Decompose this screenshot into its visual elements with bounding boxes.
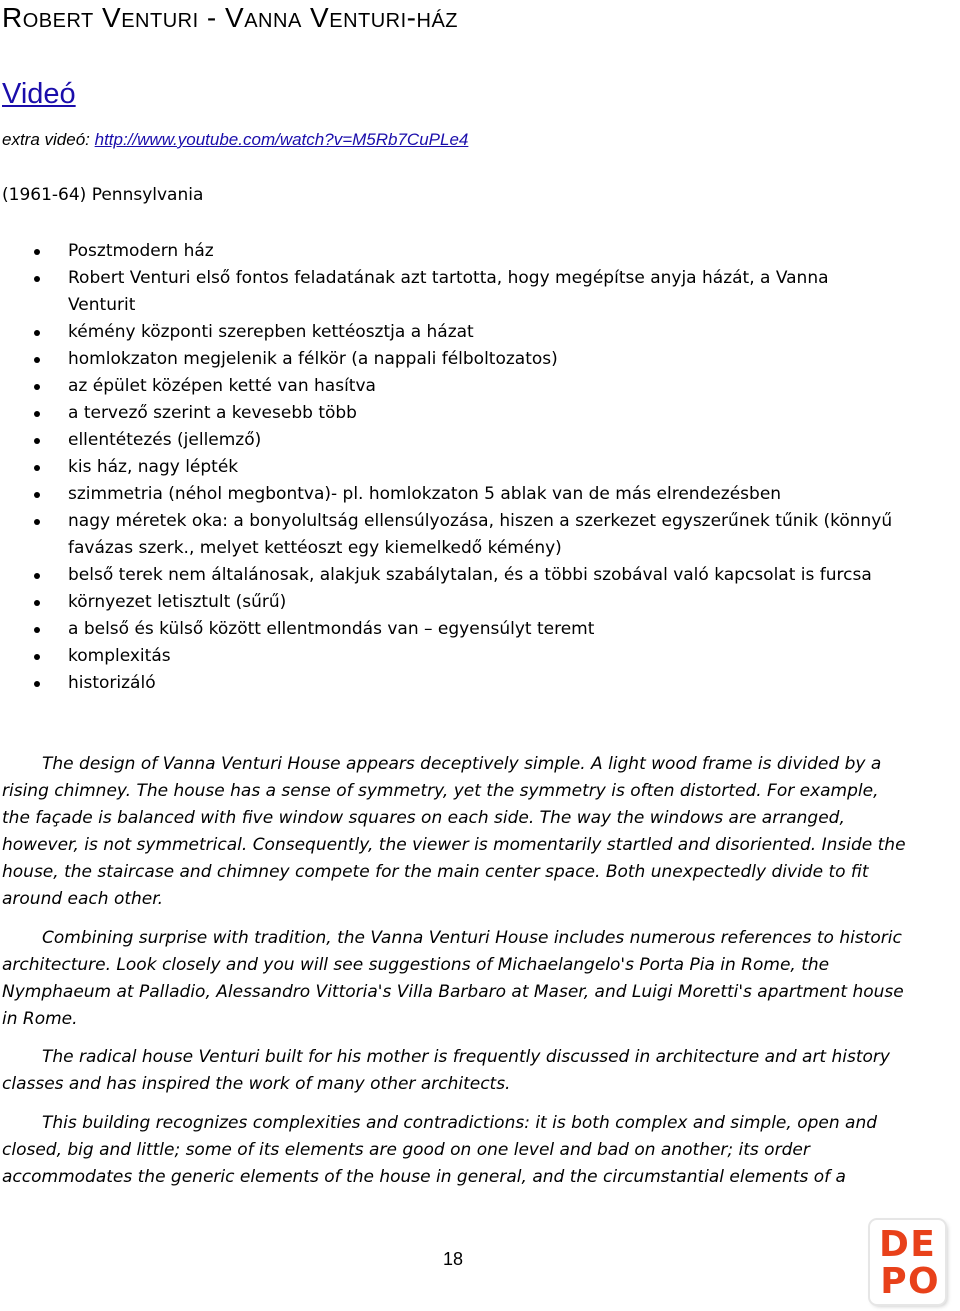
page-title: Robert Venturi - Vanna Venturi-ház	[2, 2, 459, 33]
list-item: kémény központi szerepben kettéosztja a házat	[0, 319, 900, 346]
paragraph-complexities: This building recognizes complexities and contradictions: it is both complex and simple, open and closed, big and little; some of its elements are good on one level and bad on another; its order accommodates the generic elements of the house in general, and the circumstantial elements of a	[2, 1113, 878, 1187]
list-item: kis ház, nagy lépték	[0, 454, 900, 481]
logo-letters	[879, 1226, 937, 1300]
logo-letter: D	[879, 1224, 909, 1265]
paragraph-design: The design of Vanna Venturi House appears deceptively simple. A light wood frame is divided by a rising chimney. The house has a sense of symmetry, yet the symmetry is often distorted. For example, the façade is balanced with five window squares on each side. The way the windows are arranged, however, is not symmetrical. Consequently, the viewer is momentarily startled and disoriented. Inside the house, the staircase and chimney compete for the main center space. Both unexpectedly divide to fit around each other.	[2, 754, 906, 909]
list-item: a belső és külső között ellentmondás van – egyensúlyt teremt	[0, 616, 900, 643]
extra-video-url[interactable]: http://www.youtube.com/watch?v=M5Rb7CuPLe4	[94, 130, 469, 149]
extra-video-label: extra videó:	[2, 130, 90, 149]
list-item: historizáló	[0, 670, 900, 697]
depo-logo	[870, 1220, 945, 1304]
list-item: az épület középen ketté van hasítva	[0, 373, 900, 400]
logo-letter: O	[908, 1261, 939, 1302]
paragraph-influence: The radical house Venturi built for his mother is frequently discussed in architecture and art history classes and has inspired the work of many other architects.	[2, 1047, 890, 1094]
list-item: ellentétezés (jellemző)	[0, 427, 900, 454]
video-link[interactable]: Videó	[2, 78, 76, 110]
list-item: szimmetria (néhol megbontva)- pl. homlokzaton 5 ablak van de más elrendezésben	[0, 481, 900, 508]
list-item: nagy méretek oka: a bonyolultság ellensúlyozása, hiszen a szerkezet egyszerűnek tűnik (könnyű favázas szerk., melyet kettéoszt egy kiemelkedő kémény)	[0, 508, 900, 562]
list-item: a tervező szerint a kevesebb több	[0, 400, 900, 427]
list-item: belső terek nem általánosak, alakjuk szabálytalan, és a többi szobával való kapcsolat is furcsa	[0, 562, 900, 589]
list-item: környezet letisztult (sűrű)	[0, 589, 900, 616]
paragraph-references: Combining surprise with tradition, the Vanna Venturi House includes numerous references to historic architecture. Look closely and you will see suggestions of Michaelangelo's Porta Pia in Rome, the Nymphaeum at Palladio, Alessandro Vittoria's Villa Barbaro at Maser, and Luigi Moretti's apartment house in Rome.	[2, 928, 904, 1029]
feature-list	[0, 238, 900, 697]
list-item: Robert Venturi első fontos feladatának azt tartotta, hogy megépítse anyja házát, a Vanna Venturit	[0, 265, 900, 319]
page-number: 18	[443, 1249, 464, 1269]
location-heading: (1961-64) Pennsylvania	[2, 185, 204, 205]
list-item: homlokzaton megjelenik a félkör (a nappali félboltozatos)	[0, 346, 900, 373]
extra-video-line	[2, 130, 468, 150]
logo-letter: E	[910, 1224, 935, 1265]
list-item: komplexitás	[0, 643, 900, 670]
list-item: Posztmodern ház	[0, 238, 900, 265]
logo-letter: P	[880, 1261, 907, 1302]
